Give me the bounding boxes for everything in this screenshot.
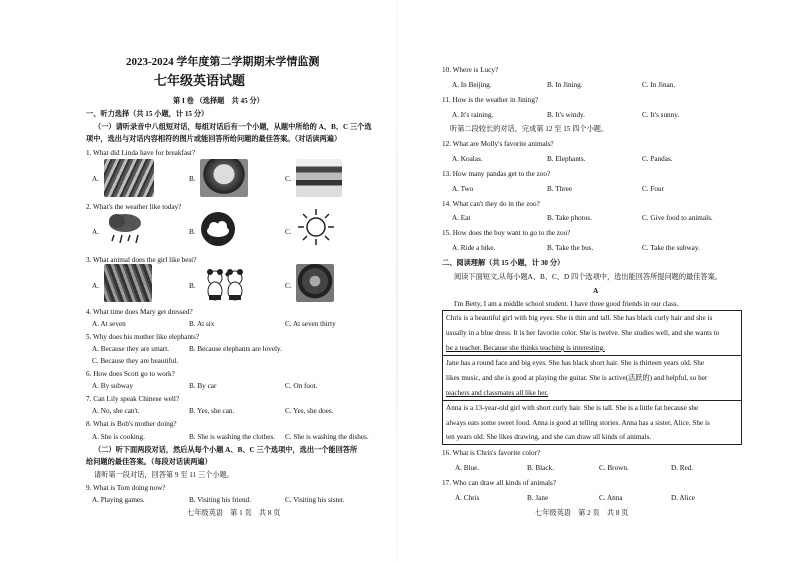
option-text: B. Take photos. bbox=[547, 214, 592, 222]
option-text: C. On foot. bbox=[285, 382, 318, 390]
option-text: B. She is washing the clothes. bbox=[189, 433, 276, 441]
noodles-picture bbox=[104, 159, 154, 197]
passage-divider bbox=[443, 355, 741, 356]
question-5: 5. Why does his mother like elephants? bbox=[86, 333, 200, 341]
option-text: C. Yes, she does. bbox=[285, 407, 334, 415]
option-text: B. At six bbox=[189, 320, 215, 328]
exam-title: 2023-2024 学年度第二学期期末学情监测 bbox=[126, 56, 320, 68]
instruction-line: 听第二段较长的对话，完成第 12 至 15 四个小题。 bbox=[450, 125, 609, 133]
option-text: C. Brown. bbox=[599, 464, 629, 472]
instruction-line: 给问题的最佳答案。（每段对话读两遍） bbox=[86, 458, 212, 466]
option-text: B. Visiting his friend. bbox=[189, 496, 251, 504]
option-text: A. Ride a bike. bbox=[452, 244, 496, 252]
instruction-line: 请听第一段对话，回答第 9 至 11 三个小题。 bbox=[94, 471, 234, 479]
question-8: 8. What is Bob's mother doing? bbox=[86, 420, 177, 428]
question-10: 10. Where is Lucy? bbox=[442, 66, 499, 74]
question-14: 14. What can't they do in the zoo? bbox=[442, 200, 540, 208]
option-text: A. No, she can't. bbox=[92, 407, 140, 415]
option-text: B. In Jining. bbox=[547, 81, 583, 89]
option-label: B. bbox=[189, 175, 196, 183]
page-footer: 七年级英语 第 2 页 共 8 页 bbox=[535, 509, 629, 517]
instruction-line: 阅读下面短文,从每小题A、B、C、D 四个选项中，选出能回答所提问题的最佳答案。 bbox=[454, 273, 722, 281]
option-text: C. Four bbox=[642, 185, 664, 193]
option-text: A. Eat bbox=[452, 214, 471, 222]
question-13: 13. How many pandas get to the zoo? bbox=[442, 170, 551, 178]
passage-divider bbox=[443, 400, 741, 401]
question-16: 16. What is Chris's favorite color? bbox=[442, 449, 541, 457]
option-text: C. Take the subway. bbox=[642, 244, 700, 252]
passage-line: Jane has a round face and big eyes. She has black short hair. She is thirteen years old. She bbox=[446, 359, 705, 367]
option-label: C. bbox=[285, 282, 292, 290]
question-17: 17. Who can draw all kinds of animals? bbox=[442, 479, 557, 487]
option-text: A. At seven bbox=[92, 320, 126, 328]
option-text: A. It's raining. bbox=[452, 111, 494, 119]
rain-cloud-icon bbox=[104, 209, 146, 247]
option-text: B. Black. bbox=[527, 464, 554, 472]
option-text: C. Because they are beautiful. bbox=[92, 357, 179, 365]
question-9: 9. What is Tom doing now? bbox=[86, 484, 166, 492]
section-heading: 二、阅读理解（共 15 小题，计 30 分） bbox=[442, 259, 565, 267]
cloudy-icon bbox=[200, 211, 236, 247]
option-text: C. Pandas. bbox=[642, 155, 673, 163]
page-footer: 七年级英语 第 1 页 共 8 页 bbox=[187, 509, 281, 517]
option-label: C. bbox=[285, 175, 292, 183]
option-text: B. Jane bbox=[527, 494, 549, 502]
option-label: B. bbox=[189, 282, 196, 290]
option-text: D. Red. bbox=[671, 464, 694, 472]
passage-line: Chris is a beautiful girl with big eyes. She is thin and tall. She has black curly hair and she is bbox=[446, 314, 713, 322]
option-label: C. bbox=[285, 228, 292, 236]
option-text: A. In Beijing. bbox=[452, 81, 492, 89]
option-label: A. bbox=[92, 175, 99, 183]
koala-picture bbox=[296, 264, 334, 302]
exam-subtitle: 七年级英语试题 bbox=[154, 73, 246, 88]
option-text: C. She is washing the dishes. bbox=[285, 433, 369, 441]
option-text: A. Two bbox=[452, 185, 474, 193]
option-text: A. By subway bbox=[92, 382, 133, 390]
question-1: 1. What did Linda have for breakfast? bbox=[86, 149, 196, 157]
instruction-line: 项中，选出与对话内容相符的图片或能回答所给问题的最佳答案。（对话读两遍） bbox=[86, 135, 342, 143]
hamburger-picture bbox=[200, 159, 248, 197]
instruction-line: （二）听下面两段对话，然后从每个小题 A、B、C 三个选项中，选出一个能回答所 bbox=[94, 446, 358, 454]
exam-page-2 bbox=[397, 0, 794, 561]
instruction-line: （一）请听录音中八组短对话，每组对话后有一个小题，从题中所给的 A、B、C 三个选 bbox=[94, 123, 372, 131]
question-3: 3. What animal does the girl like best? bbox=[86, 256, 197, 264]
option-text: C. It's sunny. bbox=[642, 111, 680, 119]
question-4: 4. What time does Mary get dressed? bbox=[86, 308, 193, 316]
option-text: A. Koalas. bbox=[452, 155, 483, 163]
option-text: C. In Jinan. bbox=[642, 81, 676, 89]
passage-line: teachers and classmates all like her. bbox=[446, 389, 549, 397]
option-text: A. Blue. bbox=[455, 464, 480, 472]
passage-line: usually in a blue dress. It is her favorite color. She is twelve. She studies well, and she wants to bbox=[446, 329, 720, 337]
question-15: 15. How does the boy want to go to the zoo? bbox=[442, 229, 571, 237]
passage-line: be a teacher. Because she thinks teaching is interesting. bbox=[446, 344, 605, 352]
question-7: 7. Can Lily speak Chinese well? bbox=[86, 395, 180, 403]
option-text: B. Take the bus. bbox=[547, 244, 594, 252]
passage-line: ten years old. She likes drawing, and she can draw all kinds of animals. bbox=[446, 433, 652, 441]
tiger-picture bbox=[104, 264, 152, 302]
question-6: 6. How does Scott go to work? bbox=[86, 370, 175, 378]
option-text: C. At seven thirty bbox=[285, 320, 336, 328]
option-label: A. bbox=[92, 282, 99, 290]
section-heading: 一、听力选择（共 15 小题，计 15 分） bbox=[86, 110, 209, 118]
option-text: B. Because elephants are lovely. bbox=[189, 345, 282, 353]
option-text: C. Anna bbox=[599, 494, 623, 502]
passage-line: likes music, and she is good at playing the guitar. She is active(活跃的) and helpful, so her bbox=[446, 374, 708, 382]
option-label: B. bbox=[189, 228, 196, 236]
option-text: B. It's windy. bbox=[547, 111, 585, 119]
option-text: A. She is cooking. bbox=[92, 433, 145, 441]
option-text: C. Visiting his sister. bbox=[285, 496, 345, 504]
option-text: A. Chris bbox=[455, 494, 480, 502]
option-text: B. Elephants. bbox=[547, 155, 586, 163]
option-label: A. bbox=[92, 228, 99, 236]
option-text: D. Alice bbox=[671, 494, 695, 502]
question-2: 2. What's the weather like today? bbox=[86, 203, 182, 211]
option-text: B. Three bbox=[547, 185, 573, 193]
option-text: B. By car bbox=[189, 382, 217, 390]
option-text: A. Because they are smart. bbox=[92, 345, 170, 353]
question-12: 12. What are Molly's favorite animals? bbox=[442, 140, 554, 148]
question-11: 11. How is the weather in Jining? bbox=[442, 96, 539, 104]
passage-line: always eats some sweet food. Anna is good at telling stories. Anna has a sister, Alice. She is bbox=[446, 419, 710, 427]
passage-intro: I'm Betty, I am a middle school student. I have three good friends in our class. bbox=[454, 300, 679, 308]
option-text: A. Playing games. bbox=[92, 496, 145, 504]
option-text: C. Give food to animals. bbox=[642, 214, 713, 222]
passage-label: A bbox=[593, 287, 599, 295]
passage-line: Anna is a 13-year-old girl with short curly hair. She is tall. She is a little fat because she bbox=[446, 404, 699, 412]
pandas-picture bbox=[200, 264, 250, 302]
sunny-icon bbox=[296, 207, 336, 247]
option-text: B. Yes, she can. bbox=[189, 407, 235, 415]
cake-picture bbox=[296, 159, 342, 197]
part-heading: 第 I 卷 （选择题 共 45 分） bbox=[173, 97, 264, 105]
